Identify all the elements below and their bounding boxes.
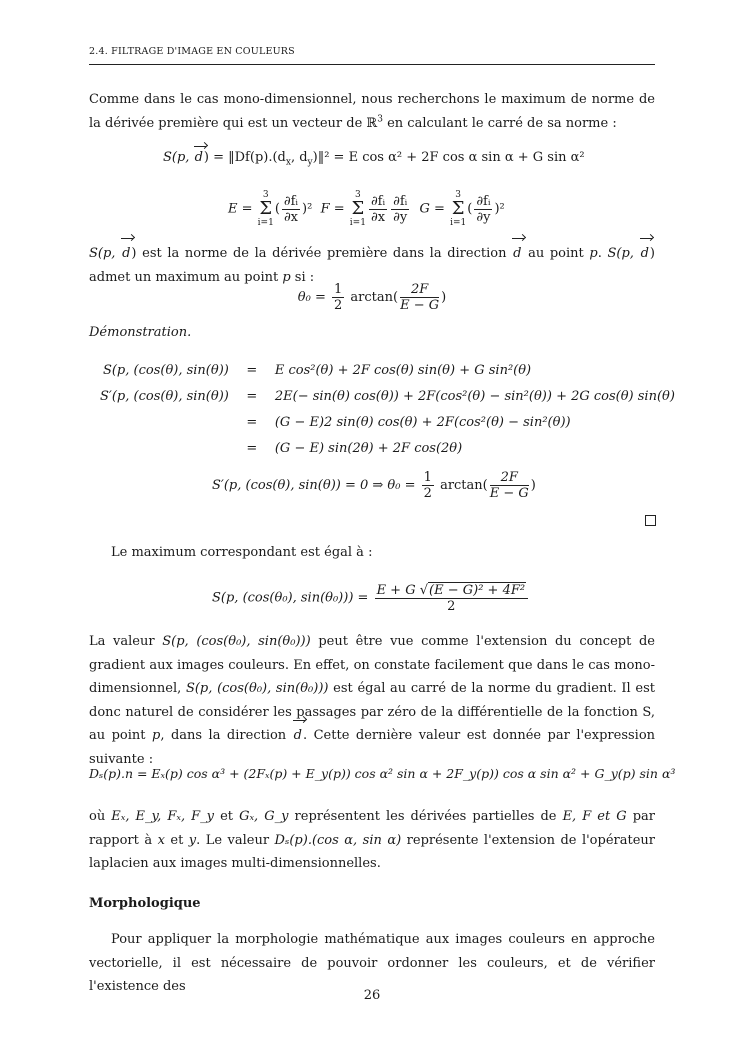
p4-c: est égal au carré de la norme du gradient. Il est donc naturel de considérer les passages par zéro de la différentielle de la fonction S, au point: [89, 681, 655, 743]
align-cell-r: (G − E) sin(2θ) + 2F cos(2θ): [274, 440, 463, 456]
p2-text-a: ) est la norme de la dérivée première dans la direction: [131, 246, 513, 261]
p4-b: peut être vue comme l'extension du concept de gradient aux images couleurs. En effet, on constate facilement que dans le cas mono-dimensionnel,: [89, 634, 655, 696]
direction-vector-c: d: [640, 242, 650, 266]
equation-norm: S(p, $d) = ‖Df(p).(d_x$, $d_y)‖^2 = E$ cos α² + 2F cos α sin α + G sin α²: [163, 150, 585, 168]
intro-exponent: 3: [377, 114, 383, 125]
p5-c: représentent les dérivées partielles de: [288, 809, 563, 824]
frac-2f-2: $\frac{2F}{E - G}$: [489, 470, 529, 501]
arctan-label-2: arctan(: [440, 478, 488, 493]
g-label: G =: [419, 201, 445, 217]
align-cell-l: S′(p, (cos(θ), sin(θ)): [100, 388, 229, 404]
p5-y: y: [188, 832, 197, 848]
intro-text-b: en calculant le carré de sa norme :: [382, 115, 617, 131]
ds-expression: Dₛ(p).n = Eₓ(p) cos α³ + (2Fₓ(p) + E_y(p)) cos α² sin α + 2F_y(p)) cos α sin α² + G_y(p) sin α³: [89, 766, 676, 781]
align-cell-r: 2E(− sin(θ) cos(θ)) + 2F(cos²(θ) − sin²(θ)) + 2G cos(θ) sin(θ): [274, 388, 675, 404]
align-cell-r: (G − E)2 sin(θ) cos(θ) + 2F(cos²(θ) − sin²(θ)): [274, 414, 571, 430]
sum-f: 3 Σ i=1: [349, 190, 366, 228]
p5-partials2: Gₓ, G_y: [239, 809, 289, 824]
align-row: [100, 435, 675, 461]
p2-text-d: .: [597, 246, 608, 261]
arctan-label: arctan(: [350, 290, 399, 305]
p2-var-p2: p: [282, 269, 291, 285]
section-title: Morphologique: [89, 896, 201, 911]
paragraph-intro: [89, 88, 655, 135]
direction-vector: d: [194, 150, 203, 165]
equation-sprime: S′(p, (cos(θ), sin(θ)) = 0 ⇒ θ₀ = $\frac{1}{2}$ arctan( $\frac{2F}{E - G}$ ): [212, 470, 536, 501]
p4-f: . Cette dernière valeur est donnée par l'expression suivante :: [89, 728, 656, 767]
frac-dfdx: $\frac{\text{∂fᵢ}}{\partial x}$: [283, 193, 299, 225]
header-rule: [89, 64, 655, 65]
sum-g: 3 Σ i=1: [450, 190, 467, 228]
paragraph-max-value: Le maximum correspondant est égal à :: [111, 545, 373, 560]
p5-efg: E, F et G: [562, 809, 627, 824]
align-row: [100, 357, 675, 383]
p5-b: et: [214, 809, 240, 824]
p5-x: x: [157, 832, 165, 848]
paragraph-morphology: Pour appliquer la morphologie mathématique aux images couleurs en approche vectorielle, il est nécessaire de pouvoir ordonner les couleurs, et de vérifier l'existence des: [89, 932, 655, 994]
frac-2f: $\frac{2F}{E - G}$: [400, 282, 440, 313]
running-header: 2.4. FILTRAGE D'IMAGE EN COULEURS: [89, 46, 295, 57]
p2-text-b: au point: [522, 246, 590, 261]
p5-partials1: Eₓ, E_y, Fₓ, F_y: [111, 809, 215, 824]
theta0-lhs: θ₀ =: [297, 290, 326, 305]
align-cell-l: [100, 435, 241, 461]
f-label: F =: [320, 201, 345, 217]
frac-dfdy-f: $\frac{\text{∂fᵢ}}{\partial y}$: [393, 193, 408, 225]
sum-e: 3 Σ i=1: [257, 190, 274, 228]
p2-var-p: p: [589, 246, 598, 261]
p5-a: où: [89, 809, 112, 824]
equation-theta0: θ₀ = $\frac{1}{2}$ arctan( $\frac{2F}{E - G}$ ): [297, 282, 447, 313]
paragraph-partials: [89, 805, 655, 876]
p4-d: p: [152, 728, 161, 743]
page-number: 26: [363, 988, 381, 1003]
p4-a: La valeur: [89, 634, 163, 649]
p5-d: par rapport à: [89, 809, 656, 848]
p5-ds: Dₛ(p).(cos α, sin α): [274, 832, 402, 848]
sprime-lhs: S′(p, (cos(θ), sin(θ)) = 0 ⇒ θ₀ =: [212, 478, 416, 493]
direction-vector-a: d: [121, 242, 131, 266]
intro-text-a: Comme dans le cas mono-dimensionnel, nous recherchons le maximum de norme de la dérivée première qui est un vecteur de ℝ: [89, 92, 655, 131]
equation-max: [212, 582, 530, 614]
align-cell-l: S(p, (cos(θ), sin(θ)): [102, 362, 229, 378]
p4-s2: S(p, (cos(θ₀), sin(θ₀))): [185, 681, 329, 696]
qed-square: [645, 515, 656, 526]
align-cell-l: [100, 409, 241, 435]
aligned-derivation: [100, 357, 675, 461]
align-cell-m: =: [246, 440, 258, 456]
align-cell-m: =: [246, 362, 258, 378]
align-cell-m: =: [246, 414, 258, 430]
align-row: [100, 383, 675, 409]
p4-s1: S(p, (cos(θ₀), sin(θ₀))): [162, 634, 311, 649]
max-lhs: S(p, (cos(θ₀), sin(θ₀))) =: [212, 590, 369, 606]
eq-s-lhs: S(p,: [163, 150, 194, 165]
equation-efg: E = 3 Σ i=1( $\frac{\text{∂fᵢ}}{\partial x}$ )² F = 3 Σ i=1 $\frac{\text{∂fᵢ}}{\partial x}$ $\frac{\text{∂fᵢ}}{\partial y}$ G = 3 Σ i=1( $\frac{\text{∂fᵢ}}{\partial y}$ )²: [228, 190, 505, 228]
frac-max: $\frac{\text{E + G √(E − G)² + 4F²}}{2}$: [375, 582, 529, 614]
eq-rhs-b: )‖² = E cos α² + 2F cos α sin α + G sin α²: [312, 150, 585, 165]
s-text-a: S(p,: [89, 246, 122, 261]
equation-ds: [89, 766, 675, 781]
align-cell-r: E cos²(θ) + 2F cos(θ) sin(θ) + G sin²(θ): [274, 362, 532, 378]
p5-f: . Le valeur: [196, 832, 275, 848]
p5-g: représente l'extension de l'opérateur laplacien aux images multi-dimensionnelles.: [89, 832, 655, 871]
align-cell-m: =: [246, 388, 258, 404]
frac-half-2: $\frac{1}{2}$: [423, 470, 432, 501]
frac-half: $\frac{1}{2}$: [334, 282, 343, 313]
frac-dfdy-g: $\frac{\text{∂fᵢ}}{\partial y}$: [476, 193, 491, 225]
p2-text-g: si :: [290, 269, 315, 285]
direction-vector-b: d: [512, 242, 522, 266]
paragraph-gradient: [89, 630, 655, 771]
demonstration-label: Démonstration.: [89, 325, 192, 340]
s-text-b: S(p,: [607, 246, 640, 261]
direction-vector-d: d: [293, 724, 303, 748]
eq-rhs-a: ) = ‖Df(p).(d: [203, 150, 286, 165]
e-label: E =: [228, 201, 253, 217]
p2-text-e: ) admet un maximum au point: [89, 246, 655, 285]
align-row: [100, 409, 675, 435]
frac-dfdx-f: $\frac{\text{∂fᵢ}}{\partial x}$: [370, 193, 386, 225]
p4-e: , dans la direction: [160, 728, 293, 743]
p5-e: et: [164, 832, 189, 848]
